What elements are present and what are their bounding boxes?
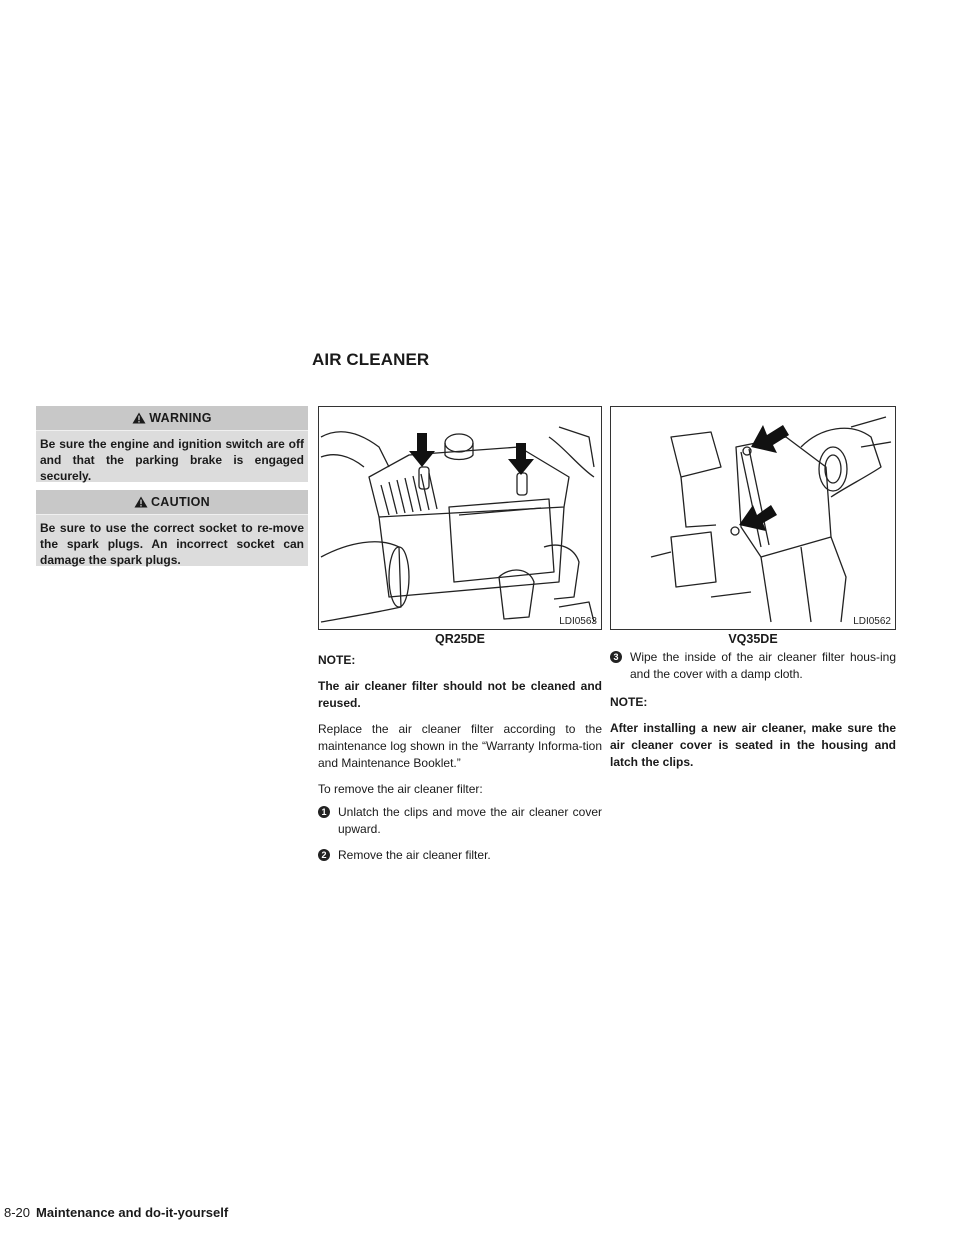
engine-air-cleaner-illustration xyxy=(611,407,895,629)
list-item xyxy=(318,804,602,838)
figure-code: LDI0563 xyxy=(559,616,597,627)
caution-label: CAUTION xyxy=(150,495,211,509)
chapter-title: Maintenance and do-it-yourself xyxy=(36,1205,229,1220)
figure-caption: QR25DE xyxy=(434,632,486,646)
page-footer xyxy=(4,1205,228,1220)
step-text: Remove the air cleaner filter. xyxy=(338,848,491,862)
note-heading: NOTE: xyxy=(610,695,648,709)
list-item xyxy=(610,649,896,683)
step-number-badge: 3 xyxy=(610,651,622,663)
caution-box xyxy=(36,490,308,566)
warning-header xyxy=(36,406,308,431)
note-text: The air cleaner filter should not be cleaned and reused. xyxy=(318,679,602,710)
warning-box xyxy=(36,406,308,482)
warning-text: Be sure the engine and ignition switch are off and that the parking brake is engaged securely. xyxy=(40,437,304,483)
page-number: 8-20 xyxy=(4,1205,31,1220)
warning-label: WARNING xyxy=(149,411,212,425)
figure-code: LDI0562 xyxy=(853,616,891,627)
note-heading: NOTE: xyxy=(318,653,356,667)
step-number-badge: 1 xyxy=(318,806,330,818)
figure-vq35de xyxy=(610,406,896,630)
maintenance-paragraph: Replace the air cleaner filter according to the maintenance log shown in the “Warranty Informa-tion and Maintenance Booklet.” xyxy=(318,722,602,770)
column-middle xyxy=(318,652,602,864)
caution-text: Be sure to use the correct socket to re-move the spark plugs. An incorrect socket can damage the spark plugs. xyxy=(40,521,304,567)
section-title: AIR CLEANER xyxy=(312,350,430,369)
engine-air-cleaner-illustration xyxy=(319,407,601,629)
step-number-badge: 2 xyxy=(318,849,330,861)
caution-triangle-icon xyxy=(134,496,148,508)
step-text: Wipe the inside of the air cleaner filter hous-ing and the cover with a damp cloth. xyxy=(630,650,896,681)
column-right xyxy=(610,649,896,771)
figure-qr25de xyxy=(318,406,602,630)
list-item xyxy=(318,847,602,864)
step-text: Unlatch the clips and move the air cleaner cover upward. xyxy=(338,805,602,836)
warning-triangle-icon xyxy=(132,412,146,424)
note-text: After installing a new air cleaner, make sure the air cleaner cover is seated in the housing and latch the clips. xyxy=(610,721,896,769)
intro-text: To remove the air cleaner filter: xyxy=(318,782,483,796)
caution-header xyxy=(36,490,308,515)
figure-caption: VQ35DE xyxy=(728,632,778,646)
